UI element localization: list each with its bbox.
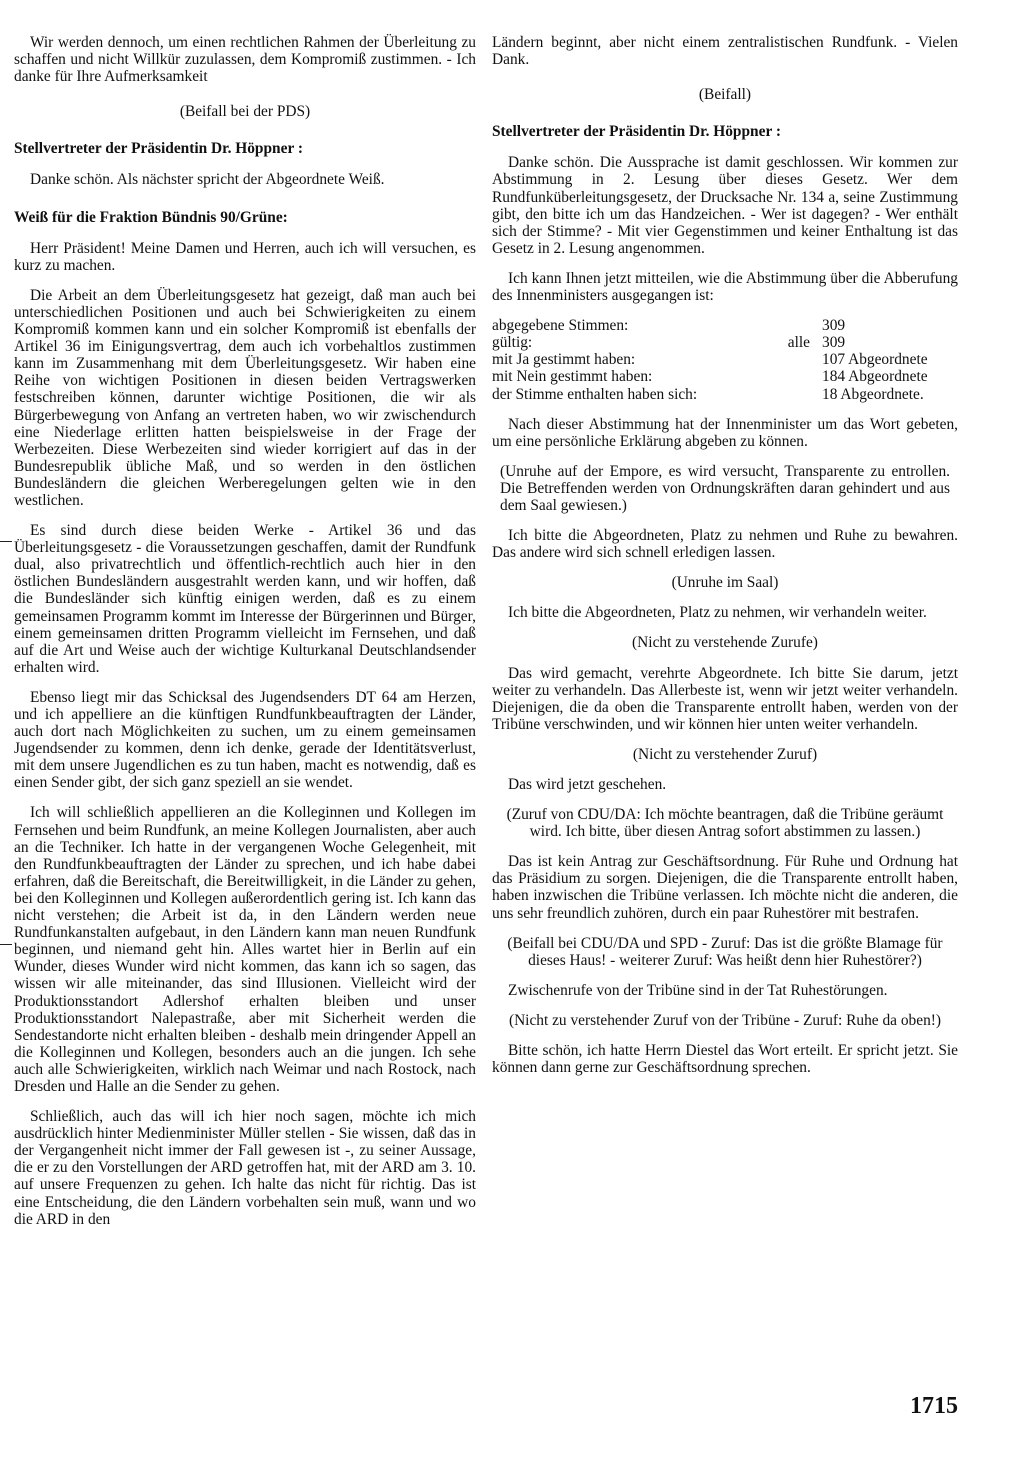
paragraph-nach-abstimmung: Nach dieser Abstimmung hat der Innenminister um das Wort gebeten, um eine persönliche Erklärung abgeben zu können. xyxy=(492,415,958,450)
vote-value: 184 Abgeordnete xyxy=(822,368,928,386)
paragraph-bitte-schoen: Bitte schön, ich hatte Herrn Diestel das Wort erteilt. Er spricht jetzt. Sie können dann gerne zur Geschäftsordnung sprechen. xyxy=(492,1042,958,1077)
speaker-hoeppner-2: Stellvertreter der Präsidentin Dr. Höppner : xyxy=(492,123,781,141)
interjection-blamage: (Beifall bei CDU/DA und SPD - Zuruf: Das ist die größte Blamage für dieses Haus! - weiterer Zuruf: Was heißt denn hier Ruhestörer?) xyxy=(507,934,943,969)
vote-row xyxy=(492,334,958,351)
interjection-unruhe-saal: (Unruhe im Saal) xyxy=(671,574,779,592)
vote-row xyxy=(492,351,958,368)
vote-value: 309 xyxy=(822,317,846,335)
vote-value: 107 Abgeordnete xyxy=(822,351,928,369)
paragraph-danke-weiss: Danke schön. Als nächster spricht der Abgeordnete Weiß. xyxy=(30,171,385,189)
paragraph-bitte-weiter: Ich bitte die Abgeordneten, Platz zu nehmen, wir verhandeln weiter. xyxy=(508,604,927,622)
interjection-ruhe-da-oben: (Nicht zu verstehender Zuruf von der Tribüne - Zuruf: Ruhe da oben!) xyxy=(508,1011,942,1029)
paragraph-herr-praesident: Herr Präsident! Meine Damen und Herren, auch ich will versuchen, es kurz zu machen. xyxy=(14,239,476,274)
interjection-cdu-antrag: (Zuruf von CDU/DA: Ich möchte beantragen, daß die Tribüne geräumt wird. Ich bitte, über diesen Antrag sofort abstimmen zu lassen.) xyxy=(506,806,944,841)
paragraph-opening: Wir werden dennoch, um einen rechtlichen Rahmen der Überleitung zu schaffen und nicht Willkür zuzulassen, dem Kompromiß zustimmen. - Ich danke für Ihre Aufmerksamkeit xyxy=(14,34,476,86)
vote-label: mit Nein gestimmt haben: xyxy=(492,368,653,386)
vote-label: mit Ja gestimmt haben: xyxy=(492,351,636,369)
vote-value: 18 Abgeordnete. xyxy=(822,385,924,403)
paragraph-kein-antrag: Das ist kein Antrag zur Geschäftsordnung. Für Ruhe und Ordnung hat das Präsidium zu sorgen. Diejenigen, die die Transparente entrollt haben, haben inzwischen die Tribüne verlassen. Ich möchte nicht die anderen, die uns sehr freundlich zuhören, durch ein paar Ruhestörer mit bestrafen. xyxy=(492,853,958,922)
paragraph-abstimmung: Danke schön. Die Aussprache ist damit geschlossen. Wir kommen zur Abstimmung in 2. Lesung über dieses Gesetz. Wer dem Rundfunküberleitungsgesetz, der Drucksache Nr. 134 a, seine Zustimmung gibt, den bitte ich um das Handzeichen. - Wer ist dagegen? - Wer enthält sich der Stimme? - Mit vier Gegenstimmen und keiner Enthaltung ist das Gesetz in 2. Lesung angenommen. xyxy=(492,154,958,257)
speaker-weiss: Weiß für die Fraktion Bündnis 90/Grüne: xyxy=(14,208,288,226)
paragraph-bitte-ruhe: Ich bitte die Abgeordneten, Platz zu nehmen und Ruhe zu bewahren. Das andere wird sich schnell erledigen lassen. xyxy=(492,527,958,562)
margin-mark xyxy=(0,541,12,542)
vote-value: 309 xyxy=(822,334,846,352)
right-column xyxy=(492,34,958,1089)
interjection-pds: (Beifall bei der PDS) xyxy=(179,103,311,121)
vote-note: alle xyxy=(787,334,810,352)
vote-results xyxy=(492,317,958,402)
paragraph-geschehen: Das wird jetzt geschehen. xyxy=(508,776,667,793)
vote-note xyxy=(750,368,822,385)
paragraph-ueberleitungsgesetz: Die Arbeit an dem Überleitungsgesetz hat gezeigt, daß man auch bei unterschiedlichen Positionen und auch bei Schwierigkeiten zu einem Kompromiß kommen kann und ein solcher Kompromiß ist ebenfalls der Artikel 36 im Einigungsvertrag, dem auch ich vorbehaltlos zustimmen kann im Zusammenhang mit dem Überleitungsgesetz. Wir haben eine Reihe von wichtigen Positionen in diesen beiden Vertragswerken festschreiben können, darunter wichtige Positionen, die wir als Bürgerbewegung von Anfang an vertreten haben, wo wir zwischendurch eine Niederlage erlitten hatten beispielsweise in der Frage der Werbezeiten. Diese Werbezeiten sind wieder korrigiert auf das in der Bundesrepublik übliche Maß, und so werden in den östlichen Bundesländern die gleichen Werberegelungen gelten wie in den westlichen. xyxy=(14,286,476,509)
vote-note xyxy=(750,351,822,368)
vote-row xyxy=(492,368,958,385)
vote-row xyxy=(492,317,958,334)
vote-label: abgegebene Stimmen: xyxy=(492,317,629,335)
left-column xyxy=(14,34,476,1241)
paragraph-dt64: Ebenso liegt mir das Schicksal des Jugendsenders DT 64 am Herzen, und ich appelliere an die künftigen Rundfunkbeauftragten der Länder, auch dort nach Möglichkeiten zu suchen, um zu einem gemeinsamen Jugendsender zu kommen, denn ich denke, gerade der Identitätsverlust, mit dem unsere Jugendlichen es zu tun haben, macht es notwendig, daß es einen Sender gibt, der sich ganz speziell an sie wendet. xyxy=(14,688,476,792)
paragraph-artikel-36: Es sind durch diese beiden Werke - Artikel 36 und das Überleitungsgesetz - die Voraussetzungen geschaffen, damit der Rundfunk dual, also privatrechtlich und öffentlich-rechtlich auch hier in den östlichen Bundesländern ausgestrahlt werden kann, und wir hoffen, daß die Bundesländer sich künftig einigen werden, daß es zu einem gemeinsamen Programm kommt im Interesse der Bürgerinnen und Bürger, einem gemeinsamen dritten Programm vielleicht im Fernsehen, und daß auf die Art und Weise auch der wichtige Kulturkanal Deutschlandsender erhalten wird. xyxy=(14,522,476,676)
paragraph-mitteilen: Ich kann Ihnen jetzt mitteilen, wie die Abstimmung über die Abberufung des Innenministers ausgegangen ist: xyxy=(492,269,958,305)
vote-note xyxy=(750,317,822,334)
paragraph-gemacht: Das wird gemacht, verehrte Abgeordnete. Ich bitte Sie darum, jetzt weiter zu verhandeln. Das Allerbeste ist, wenn wir jetzt weiter verhandeln. Diejenigen, die da oben die Transparente entrollt haben, werden von der Tribüne verschwinden, und wir können hier unten weiter verhandeln. xyxy=(492,664,958,733)
vote-label: gültig: xyxy=(492,334,533,352)
margin-mark xyxy=(0,944,12,945)
interjection-beifall: (Beifall) xyxy=(698,86,752,104)
vote-row xyxy=(492,386,958,403)
page-number: 1715 xyxy=(910,1393,958,1419)
paragraph-kolleginnen: Ich will schließlich appellieren an die Kolleginnen und Kollegen im Fernsehen und beim Rundfunk, an meine Kollegen Journalisten, aber auch an die Techniker. Ich hatte in der vergangenen Woche Gelegenheit, mit den Rundfunkbeauftragten der Länder zu sprechen, und ich habe dabei erfahren, daß die Bereitschaft, die Bereitwilligkeit, in die Länder zu gehen, bei den Kolleginnen und Kollegen außerordentlich gering ist. Ich kann das nicht verstehen; die Arbeit ist da, in den Ländern werden neue Rundfunkanstalten aufgebaut, in den Ländern kann man neuen Rundfunk beginnen, und niemand geht hin. Alles wartet hier in Berlin auf ein Wunder, dieses Wunder wird nicht kommen, das kann ich so sagen, das wissen wir alle miteinander, das sind Illusionen. Vielleicht wird der Produktionsstandort Adlershof erhalten bleiben und unser Produktionsstandort Nalepastraße, aber mit Sicherheit werden die Sendestandorte nicht erhalten bleiben - deshalb mein dringender Appell an die Kolleginnen und Kollegen, besonders auch an die jungen. Ich sehe auch alle Schwierigkeiten, wirklich nach Weimar und nach Rostock, nach Dresden und Halle an die Sender zu gehen. xyxy=(14,804,476,1095)
vote-note xyxy=(750,386,822,403)
speaker-hoeppner: Stellvertreter der Präsidentin Dr. Höppner : xyxy=(14,140,303,158)
interjection-zuruf: (Nicht zu verstehender Zuruf) xyxy=(632,745,818,763)
interjection-zurufe: (Nicht zu verstehende Zurufe) xyxy=(632,634,818,652)
vote-label: der Stimme enthalten haben sich: xyxy=(492,385,698,403)
interjection-unruhe-empore: (Unruhe auf der Empore, es wird versucht, Transparente zu entrollen. Die Betreffenden werden von Ordnungskräften daran gehindert und aus dem Saal gewiesen.) xyxy=(500,462,950,514)
paragraph-continued: Ländern beginnt, aber nicht einem zentralistischen Rundfunk. - Vielen Dank. xyxy=(492,34,958,69)
paragraph-medienminister: Schließlich, auch das will ich hier noch sagen, möchte ich mich ausdrücklich hinter Medienminister Müller stellen - Sie wissen, daß das in der Vergangenheit nicht immer der Fall gewesen ist -, zu seiner Aussage, die er zu den Vorstellungen der ARD getroffen hat, mit der ARD am 3. 10. auf unsere Frequenzen zu gehen. Ich halte das nicht für richtig. Das ist eine Entscheidung, die den Ländern vorbehalten sein muß, wann und wo die ARD in den xyxy=(14,1108,476,1228)
paragraph-zwischenrufe: Zwischenrufe von der Tribüne sind in der Tat Ruhestörungen. xyxy=(508,981,888,999)
